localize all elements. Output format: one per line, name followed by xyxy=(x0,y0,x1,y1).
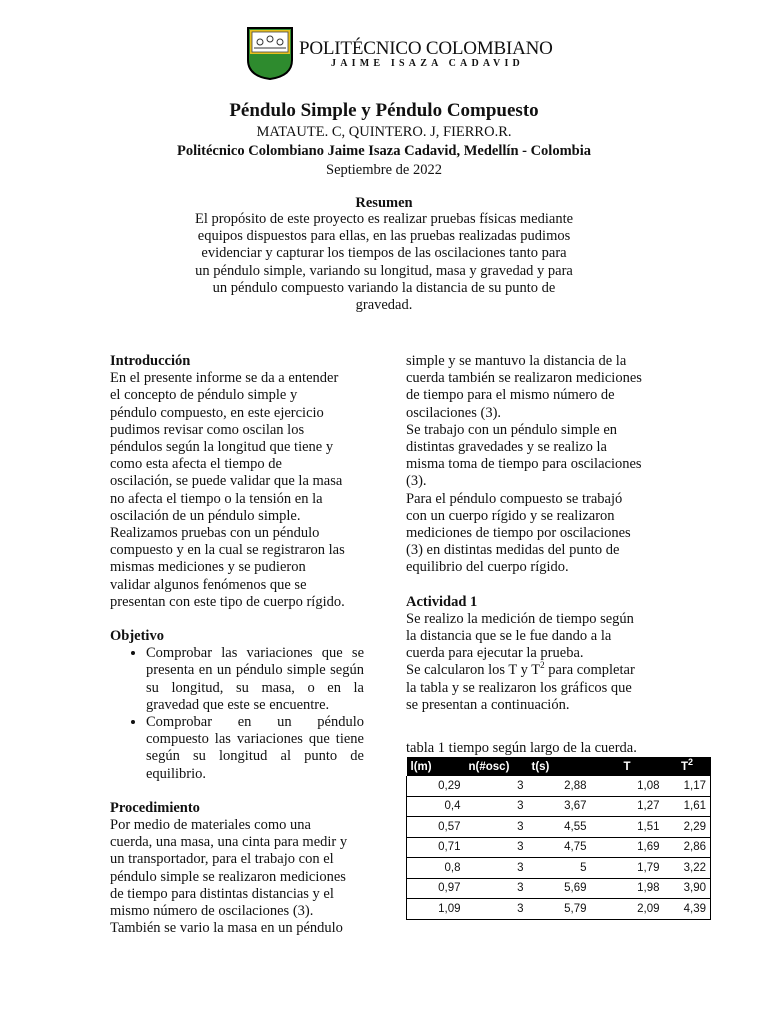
body-line: mediciones de tiempo por oscilaciones xyxy=(406,525,631,542)
table-cell: 2,09 xyxy=(591,899,664,920)
table-cell: 3 xyxy=(465,796,528,817)
body-line: misma toma de tiempo para oscilaciones xyxy=(406,456,642,473)
procedure-line: péndulo simple se realizaron mediciones xyxy=(110,868,346,885)
objective-list xyxy=(110,645,364,783)
activity-line: cuerda para ejecutar la prueba. xyxy=(406,645,584,662)
abstract-heading: Resumen xyxy=(355,195,413,211)
table-cell: 0,97 xyxy=(407,878,465,899)
calc-sup: 2 xyxy=(540,660,545,671)
header-length: l(m) xyxy=(407,757,465,776)
intro-line: péndulo compuesto, en este ejercicio xyxy=(110,404,324,421)
table-cell: 1,08 xyxy=(591,776,664,796)
table-caption: tabla 1 tiempo según largo de la cuerda. xyxy=(406,740,637,756)
abstract-line: equipos dispuestos para ellas, en las pruebas realizadas pudimos xyxy=(197,228,571,245)
procedure-line: un transportador, para el trabajo con el xyxy=(110,851,334,868)
right-column xyxy=(406,353,660,714)
table-cell: 2,86 xyxy=(664,837,711,858)
abstract-line: El propósito de este proyecto es realizar pruebas físicas mediante xyxy=(194,211,574,227)
calc-line: la tabla y se realizaron los gráficos que xyxy=(406,679,632,696)
table-cell: 1,17 xyxy=(664,776,711,796)
table-row xyxy=(407,878,711,899)
body-line: (3) en distintas medidas del punto de xyxy=(406,542,620,559)
table-row xyxy=(407,858,711,879)
table-cell: 1,51 xyxy=(591,817,664,838)
table-cell: 1,09 xyxy=(407,899,465,920)
intro-line: En el presente informe se da a entender xyxy=(110,370,339,387)
intro-line: validar algunos fenómenos que se xyxy=(110,576,307,593)
calc-line: se presentan a continuación. xyxy=(406,696,570,713)
procedure-line: cuerda, una masa, una cinta para medir y xyxy=(110,834,348,851)
authors: MATAUTE. C, QUINTERO. J, FIERRO.R. xyxy=(256,124,512,140)
logo-subtitle: JAIME ISAZA CADAVID xyxy=(331,58,524,69)
table-cell: 3 xyxy=(465,899,528,920)
abstract-body xyxy=(176,211,592,314)
objective-item: • Comprobar en un péndulo compuesto las variaciones que tiene según su longitud al punto de equilibrio. xyxy=(146,714,364,783)
activity-line: la distancia que se le fue dando a la xyxy=(406,628,612,645)
objective-heading: Objetivo xyxy=(110,628,164,645)
header-period: T xyxy=(591,757,664,776)
header-time: t(s) xyxy=(528,757,591,776)
table-cell: 3 xyxy=(465,858,528,879)
table-header-row xyxy=(407,757,711,776)
calc-text-a: Se calcularon los T y T xyxy=(406,662,541,679)
activity-line: Se realizo la medición de tiempo según xyxy=(406,610,634,627)
objective-item: • Comprobar las variaciones que se presenta en un péndulo simple según su longitud, su masa, o en la gravedad que este se encuentre. xyxy=(146,645,364,714)
table-cell: 4,39 xyxy=(664,899,711,920)
intro-line: el concepto de péndulo simple y xyxy=(110,387,298,404)
table-cell: 0,4 xyxy=(407,796,465,817)
table-cell: 3 xyxy=(465,878,528,899)
body-line: Para el péndulo compuesto se trabajó xyxy=(406,490,623,507)
intro-line: pudimos revisar como oscilan los xyxy=(110,421,305,438)
activity-heading: Actividad 1 xyxy=(406,593,478,610)
abstract-line: gravedad. xyxy=(355,297,413,314)
intro-line: Realizamos pruebas con un péndulo xyxy=(110,525,320,542)
intro-line: no afecta el tiempo o la tensión en la xyxy=(110,490,323,507)
table-cell: 5,79 xyxy=(528,899,591,920)
table-row xyxy=(407,796,711,817)
header-period-squared-label: T xyxy=(680,760,688,773)
body-line: Se trabajo con un péndulo simple en xyxy=(406,421,618,438)
date: Septiembre de 2022 xyxy=(326,162,442,178)
table-cell: 3 xyxy=(465,776,528,796)
table-cell: 5,69 xyxy=(528,878,591,899)
abstract-line: un péndulo simple, variando su longitud, masa y gravedad y para xyxy=(195,262,573,279)
body-line: distintas gravedades y se realizo la xyxy=(406,439,607,456)
intro-line: mismas mediciones y se pudieron xyxy=(110,559,306,576)
calc-text-b: para completar xyxy=(544,662,635,679)
intro-line: péndulos según la longitud que tiene y xyxy=(110,439,334,456)
table-body xyxy=(407,776,711,919)
body-line: de tiempo para el mismo número de xyxy=(406,387,615,404)
table-row xyxy=(407,837,711,858)
procedure-line: También se vario la masa en un péndulo xyxy=(110,920,343,937)
table-cell: 5 xyxy=(528,858,591,879)
affiliation: Politécnico Colombiano Jaime Isaza Cadavid, Medellín - Colombia xyxy=(176,143,592,159)
intro-line: compuesto y en la cual se registraron las xyxy=(110,542,345,559)
table-cell: 0,8 xyxy=(407,858,465,879)
institution-logo xyxy=(246,26,553,82)
table-cell: 2,88 xyxy=(528,776,591,796)
table-cell: 0,29 xyxy=(407,776,465,796)
shield-icon xyxy=(246,26,294,80)
table-cell: 1,69 xyxy=(591,837,664,858)
procedure-line: mismo número de oscilaciones (3). xyxy=(110,903,314,920)
table-cell: 0,71 xyxy=(407,837,465,858)
body-line: con un cuerpo rígido y se realizaron xyxy=(406,507,615,524)
table-cell: 3 xyxy=(465,817,528,838)
table-cell: 4,55 xyxy=(528,817,591,838)
intro-line: como esta afecta el tiempo de xyxy=(110,456,282,473)
table-cell: 3 xyxy=(465,837,528,858)
body-line: cuerda también se realizaron mediciones xyxy=(406,370,642,387)
table-cell: 3,90 xyxy=(664,878,711,899)
calc-line xyxy=(406,662,660,679)
intro-line: oscilación de un péndulo simple. xyxy=(110,507,301,524)
procedure-heading: Procedimiento xyxy=(110,799,200,816)
procedure-line: de tiempo para distintas distancias y el xyxy=(110,885,334,902)
body-line: oscilaciones (3). xyxy=(406,404,502,421)
header-oscillations: n(#osc) xyxy=(465,757,528,776)
header-period-squared xyxy=(664,757,711,776)
table-cell: 1,27 xyxy=(591,796,664,817)
body-line: (3). xyxy=(406,473,427,490)
table-row xyxy=(407,817,711,838)
paper-title: Péndulo Simple y Péndulo Compuesto xyxy=(229,100,539,121)
table-row xyxy=(407,899,711,920)
header-sup: 2 xyxy=(688,756,694,767)
table-cell: 3,67 xyxy=(528,796,591,817)
table-cell: 3,22 xyxy=(664,858,711,879)
body-line: equilibrio del cuerpo rígido. xyxy=(406,559,569,576)
intro-line: presentan con este tipo de cuerpo rígido. xyxy=(110,593,345,610)
table-cell: 1,98 xyxy=(591,878,664,899)
table-cell: 1,79 xyxy=(591,858,664,879)
table-row xyxy=(407,776,711,796)
logo-name: POLITÉCNICO COLOMBIANO xyxy=(299,38,553,59)
body-line: simple y se mantuvo la distancia de la xyxy=(406,353,627,369)
table-cell: 2,29 xyxy=(664,817,711,838)
intro-heading: Introducción xyxy=(110,353,191,369)
abstract-line: un péndulo compuesto variando la distancia de su punto de xyxy=(212,279,556,296)
table-cell: 0,57 xyxy=(407,817,465,838)
left-column xyxy=(110,353,364,938)
table-cell: 4,75 xyxy=(528,837,591,858)
procedure-line: Por medio de materiales como una xyxy=(110,817,311,834)
data-table xyxy=(406,757,711,920)
abstract-line: evidenciar y capturar los tiempos de las oscilaciones tanto para xyxy=(201,245,567,262)
intro-line: oscilación, se puede validar que la masa xyxy=(110,473,343,490)
table-cell: 1,61 xyxy=(664,796,711,817)
